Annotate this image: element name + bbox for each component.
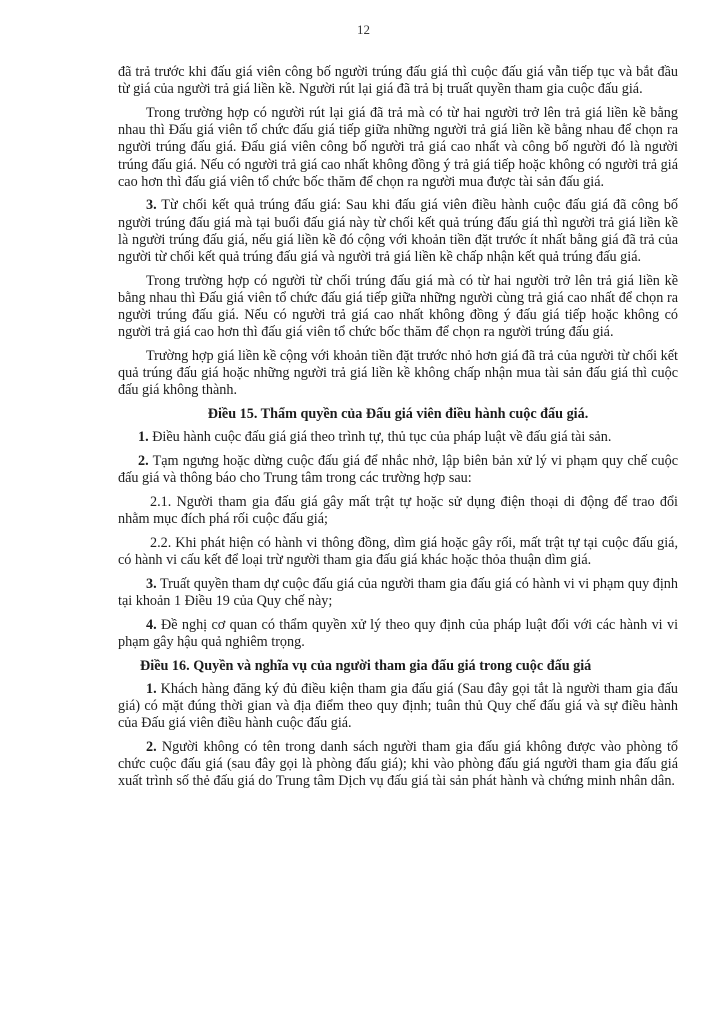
clause-number: 3. xyxy=(146,575,157,592)
article-heading: Điều 15. Thẩm quyền của Đấu giá viên điều hành cuộc đấu giá. xyxy=(207,406,589,423)
sub-clause: 2.1. Người tham gia đấu giá gây mất trật tự hoặc sử dụng điện thoại di động để trao đổi nhằm mục đích phá rối cuộc đấu giá; xyxy=(118,493,678,528)
clause-number: 1. xyxy=(138,429,149,446)
clause-number: 1. xyxy=(146,680,157,697)
paragraph: 1. Khách hàng đăng ký đủ điều kiện tham gia đấu giá (Sau đây gọi tắt là người tham gia đấu giá) có mặt đúng thời gian và địa điểm theo quy định; tuân thủ Quy chế đấu giá và sự điều hành của Đấu giá viên điều hành cuộc đấu giá. xyxy=(118,680,678,732)
paragraph: đã trả trước khi đấu giá viên công bố người trúng đấu giá thì cuộc đấu giá vẫn tiếp tục và bắt đầu từ giá của người trả giá liền kề. Người rút lại giá đã trả bị truất quyền tham gia cuộc đấu giá. xyxy=(118,64,678,98)
paragraph: 3. Từ chối kết quả trúng đấu giá: Sau khi đấu giá viên điều hành cuộc đấu giá đã công bố người trúng đấu giá mà tại buổi đấu giá này từ chối kết quả trúng đấu giá thì người trả giá liền kề là người trúng đấu giá, nếu giá liền kề đó cộng với khoản tiền đặt trước ít nhất bằng giá đã trả của người từ chối kết quả trúng đấu giá và người trả giá liền kề chấp nhận kết quả trúng đấu giá. xyxy=(118,197,678,266)
paragraph: Trong trường hợp có người từ chối trúng đấu giá mà có từ hai người trở lên trả giá liền kề bằng nhau thì Đấu giá viên tổ chức đấu giá tiếp giữa những người cùng trả giá cao nhất để chọn ra người trúng đấu giá. Nếu có người trả giá cao nhất không đồng ý đấu giá tiếp hoặc không có người trả giá cao hơn thì đấu giá viên tổ chức bốc thăm để chọn ra người trúng đấu giá. xyxy=(118,272,678,341)
sub-clause: 2.2. Khi phát hiện có hành vi thông đồng, dìm giá hoặc gây rối, mất trật tự tại cuộc đấu giá, có hành vi cấu kết để loại trừ người tham gia đấu giá khác hoặc thỏa thuận dìm giá. xyxy=(118,534,678,569)
document-body xyxy=(118,64,678,797)
clause-number: 4. xyxy=(146,616,157,633)
paragraph: 3. Truất quyền tham dự cuộc đấu giá của người tham gia đấu giá có hành vi vi phạm quy định tại khoản 1 Điều 19 của Quy chế này; xyxy=(118,575,678,609)
page-number: 12 xyxy=(357,22,370,37)
article-heading: Điều 16. Quyền và nghĩa vụ của người tham gia đấu giá trong cuộc đấu giá xyxy=(140,657,592,674)
clause-number: 2. xyxy=(138,453,149,470)
clause-number: 2. xyxy=(146,738,157,755)
paragraph: 2. Người không có tên trong danh sách người tham gia đấu giá không được vào phòng tổ chức cuộc đấu giá (sau đây gọi là phòng đấu giá); khi vào phòng đấu giá người tham gia đấu giá xuất trình số thẻ đấu giá do Trung tâm Dịch vụ đấu giá tài sản phát hành và chứng minh nhân dân. xyxy=(118,738,679,790)
paragraph: 2. Tạm ngưng hoặc dừng cuộc đấu giá để nhắc nhở, lập biên bản xử lý vi phạm quy chế cuộc đấu giá và thông báo cho Trung tâm trong các trường hợp sau: xyxy=(118,453,678,487)
paragraph: 4. Đề nghị cơ quan có thẩm quyền xử lý theo quy định của pháp luật đối với các hành vi vi phạm gây hậu quả nghiêm trọng. xyxy=(118,616,679,650)
paragraph: Trường hợp giá liền kề cộng với khoản tiền đặt trước nhỏ hơn giá đã trả của người từ chối kết quả trúng đấu giá hoặc những người trả giá liền kề không chấp nhận mua tài sản đấu giá thì cuộc đấu giá không thành. xyxy=(118,348,678,399)
paragraph: 1. Điều hành cuộc đấu giá giá theo trình tự, thủ tục của pháp luật về đấu giá tài sản. xyxy=(138,429,612,446)
paragraph: Trong trường hợp có người rút lại giá đã trả mà có từ hai người trở lên trả giá liền kề bằng nhau thì Đấu giá viên tổ chức đấu giá tiếp giữa những người trả giá liền kề bằng nhau để chọn ra người trúng đấu giá. Đấu giá viên công bố người trả giá cao nhất và công bố người đó là người trúng đấu giá. Nếu có người trả giá cao nhất không đồng ý trả giá tiếp hoặc không có người trả giá cao hơn thì đấu giá viên tổ chức bốc thăm để chọn ra người mua được tài sản đấu giá. xyxy=(118,104,678,190)
clause-number: 3. xyxy=(146,197,157,214)
